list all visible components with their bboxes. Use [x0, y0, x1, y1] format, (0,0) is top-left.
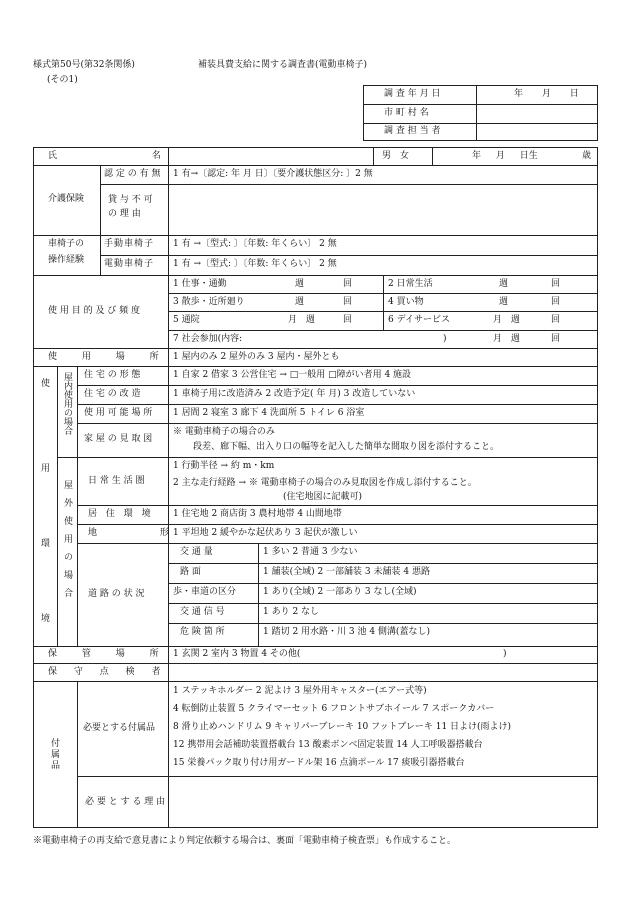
- road-danger-label: 危 険 箇 所: [180, 627, 225, 637]
- purpose-social-freq: 月 週: [493, 334, 520, 344]
- manual-wheelchair-label: 手動車椅子: [104, 239, 155, 249]
- road-sidewalk-label: 歩・車道の区分: [173, 587, 237, 597]
- env-use-label: 使: [41, 379, 51, 389]
- outdoor-label: 屋外使用の場合: [62, 480, 72, 606]
- accessories-label-3: 品: [51, 761, 61, 771]
- accessory-line-5: 15 栄養パック取り付け用ガードル架 16 点滴ポール 17 痰吸引器搭載台: [173, 758, 465, 768]
- env-use-label-2: 用: [41, 464, 51, 474]
- road-surface-value: 1 舗装(全域) 2 一部舗装 3 未舗装 4 悪路: [263, 567, 430, 577]
- road-signal-label: 交 通 信 号: [180, 607, 225, 617]
- reason-field[interactable]: [170, 778, 595, 825]
- road-danger-value: 1 踏切 2 用水路・川 3 池 4 側溝(蓋なし): [263, 627, 430, 637]
- municipality-field[interactable]: [478, 105, 596, 122]
- env-env-label-2: 境: [41, 614, 51, 624]
- wheelchair-exp-label-1: 車椅子の: [48, 239, 85, 249]
- residence-label: 居 住 環 境: [88, 509, 151, 519]
- electric-wheelchair-value: 1 有 →〔型式: 〕〔年数: 年くらい〕 2 無: [173, 259, 337, 269]
- purpose-daily-freq: 週: [499, 279, 509, 289]
- purpose-dayservice-times: 回: [551, 315, 561, 325]
- daily-life-route-note: (住宅地図に記載可): [283, 492, 363, 502]
- accessory-line-2: 4 転倒防止装置 5 クライマーセット 6 フロントサブホイール 7 スポークカバー: [173, 704, 495, 714]
- terrain-value: 1 平坦地 2 緩やかな起伏あり 3 起伏が激しい: [173, 528, 358, 538]
- daily-life-radius: 1 行動半径 → 約 m・km: [173, 461, 275, 471]
- purpose-work: 1 仕事・通勤: [173, 279, 227, 289]
- daily-life-label: 日 常 生 活 圏: [88, 476, 145, 486]
- storage-close: ): [503, 649, 507, 659]
- loan-reason-field[interactable]: [170, 186, 595, 233]
- certification-label: 認 定 の 有 無: [104, 169, 161, 179]
- accessories-label-2: 属: [51, 750, 61, 760]
- purpose-work-times: 回: [343, 279, 353, 289]
- house-form-value: 1 自家 2 借家 3 公営住宅 → □一般用 □障がい者用 4 施設: [173, 370, 412, 380]
- form-sub-number: (その1): [47, 75, 78, 85]
- purpose-hospital: 5 通院: [173, 315, 200, 325]
- purpose-walk-times: 回: [343, 297, 353, 307]
- name-field[interactable]: [170, 148, 370, 164]
- manual-wheelchair-value: 1 有 →〔型式: 〕〔年数: 年くらい〕 2 無: [173, 239, 337, 249]
- usable-place-value: 1 居間 2 寝室 3 廊下 4 洗面所 5 トイレ 6 浴室: [173, 408, 365, 418]
- purpose-walk: 3 散歩・近所廻り: [173, 297, 245, 307]
- accessory-line-1: 1 ステッキホルダー 2 泥よけ 3 屋外用キャスター(エアー式等): [173, 686, 427, 696]
- residence-value: 1 住宅地 2 商店街 3 農村地帯 4 山間地帯: [173, 509, 342, 519]
- age-label: 歳: [582, 151, 592, 161]
- loan-label-2: の 理 由: [108, 209, 141, 219]
- inspector-label: 保 守 点 検 者: [48, 667, 161, 677]
- road-condition-label: 道 路 の 状 況: [88, 589, 145, 599]
- env-env-label: 環: [41, 539, 51, 549]
- form-title: 補装具費支給に関する調査書(電動車椅子): [198, 60, 368, 70]
- municipality-label: 市 町 村 名: [384, 108, 429, 118]
- inspector-field[interactable]: [170, 665, 595, 680]
- purpose-shopping: 4 買い物: [388, 297, 424, 307]
- purpose-social: 7 社会参加(内容:: [173, 334, 243, 344]
- purpose-hospital-times: 回: [343, 315, 353, 325]
- purpose-shopping-freq: 週: [499, 297, 509, 307]
- electric-wheelchair-label: 電動車椅子: [104, 259, 155, 269]
- staff-label: 調 査 担 当 者: [384, 126, 441, 136]
- birthdate-label: 年 月 日生: [472, 151, 538, 161]
- floorplan-note-2: 段差、廊下幅、出入り口の幅等を記入した簡単な間取り図を添付すること。: [193, 442, 500, 452]
- accessory-line-3: 8 滑り止めハンドリム 9 キャリパーブレーキ 10 フットブレーキ 11 日よけ(雨よけ): [173, 722, 512, 732]
- house-mod-label: 住 宅 の 改 造: [84, 389, 141, 399]
- certification-value: 1 有→〔認定: 年 月 日〕〔要介護状態区分: 〕2 無: [173, 169, 373, 179]
- purpose-shopping-times: 回: [551, 297, 561, 307]
- house-form-label: 住 宅 の 形 態: [84, 370, 141, 380]
- gender-label: 男 女: [382, 151, 409, 161]
- needed-accessories-label: 必要とする付属品: [83, 723, 156, 733]
- house-mod-value: 1 車椅子用に改造済み 2 改造予定( 年 月) 3 改造していない: [173, 389, 416, 399]
- usable-place-label: 使 用 可 能 場 所: [84, 408, 153, 418]
- footnote: ※電動車椅子の再支給で意見書により判定依頼する場合は、裏面「電動車椅子検査票」も作成すること。: [33, 836, 457, 846]
- purpose-social-close: ): [443, 334, 447, 344]
- accessories-label-1: 付: [51, 739, 61, 749]
- wheelchair-exp-label-2: 操作経験: [48, 255, 85, 265]
- daily-life-route: 2 主な走行経路 → ※ 電動車椅子の場合のみ見取図を作成し添付すること。: [173, 478, 477, 488]
- road-traffic-label: 交 通 量: [180, 547, 213, 557]
- road-surface-label: 路 面: [180, 567, 201, 577]
- location-value: 1 屋内のみ 2 屋外のみ 3 屋内・屋外とも: [173, 352, 340, 362]
- reason-label: 必 要 と す る 理 由: [85, 797, 166, 807]
- purpose-daily: 2 日常生活: [388, 279, 433, 289]
- care-insurance-label: 介護保険: [48, 194, 85, 204]
- name-label: 氏 名: [48, 151, 161, 161]
- survey-date-label: 調 査 年 月 日: [384, 89, 441, 99]
- accessory-line-4: 12 携帯用会話補助装置搭載台 13 酸素ボンベ固定装置 14 人工呼吸器搭載台: [173, 740, 483, 750]
- road-traffic-value: 1 多い 2 普通 3 少ない: [263, 547, 358, 557]
- purpose-work-freq: 週: [295, 279, 305, 289]
- purpose-daily-times: 回: [551, 279, 561, 289]
- floorplan-label: 家 屋 の 見 取 図: [84, 434, 153, 444]
- road-signal-value: 1 あり 2 なし: [263, 607, 320, 617]
- indoor-label: 屋内使用の場合: [62, 372, 72, 435]
- purpose-dayservice-freq: 月 週: [493, 315, 520, 325]
- storage-label: 保 管 場 所: [48, 649, 159, 659]
- form-number: 様式第50号(第32条関係): [33, 60, 135, 70]
- storage-value: 1 玄関 2 室内 3 物置 4 その他(: [173, 649, 301, 659]
- purpose-social-times: 回: [551, 334, 561, 344]
- terrain-label: 地 形: [88, 528, 169, 538]
- survey-date-value: 年 月 日: [514, 89, 579, 99]
- loan-label-1: 貸 与 不 可: [108, 195, 153, 205]
- road-sidewalk-value: 1 あり(全域) 2 一部あり 3 なし(全域): [263, 587, 417, 597]
- purpose-label: 使 用 目 的 及 び 頻 度: [48, 306, 141, 316]
- location-label: 使 用 場 所: [48, 352, 159, 362]
- purpose-walk-freq: 週: [295, 297, 305, 307]
- purpose-hospital-freq: 月 週: [288, 315, 315, 325]
- staff-field[interactable]: [478, 124, 596, 140]
- floorplan-note-1: ※ 電動車椅子の場合のみ: [173, 427, 275, 437]
- purpose-dayservice: 6 デイサービス: [388, 315, 450, 325]
